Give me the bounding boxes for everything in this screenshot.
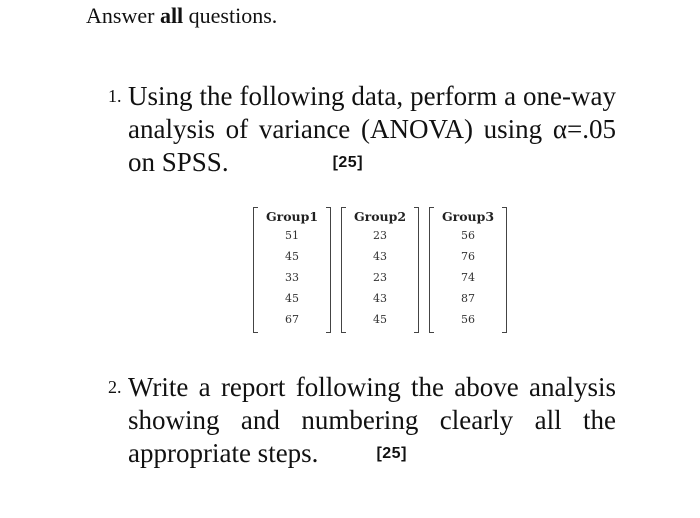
group2-value: 23 [373,229,387,242]
group1-value: 45 [285,250,299,263]
instructions-line [86,2,277,30]
group3-value: 76 [461,250,475,263]
question-1-body [128,80,616,179]
group2-column [341,207,419,333]
group1-value: 51 [285,229,299,242]
instructions-suffix: questions. [183,3,278,28]
group3-header: Group3 [441,209,495,224]
question-2-body [128,371,616,470]
group1-column [253,207,331,333]
group2-value: 45 [373,313,387,326]
question-1-text: Using the following data, perform a one-way analysis of variance (ANOVA) using α=.05 on SPSS. [128,81,616,177]
group3-value: 87 [461,292,475,305]
group2-value: 43 [373,292,387,305]
group3-value: 56 [461,229,475,242]
group3-value: 56 [461,313,475,326]
group3-value: 74 [461,271,475,284]
question-1-number: 1. [108,86,122,106]
question-2-marks: [25] [376,445,407,462]
group2-value: 43 [373,250,387,263]
instructions-prefix: Answer [86,3,160,28]
group1-value: 33 [285,271,299,284]
group1-header: Group1 [265,209,319,224]
question-1-marks: [25] [332,154,364,171]
question-2 [108,371,616,470]
question-2-number: 2. [108,377,122,397]
group2-header: Group2 [353,209,407,224]
group1-value: 67 [285,313,299,326]
group2-value: 23 [373,271,387,284]
group3-column [429,207,507,333]
question-2-text: Write a report following the above analysis showing and numbering clearly all the appropriate steps. [128,372,616,468]
group1-value: 45 [285,292,299,305]
instructions-emphasis: all [159,3,184,28]
question-1 [108,80,616,179]
anova-data-table [253,207,507,333]
